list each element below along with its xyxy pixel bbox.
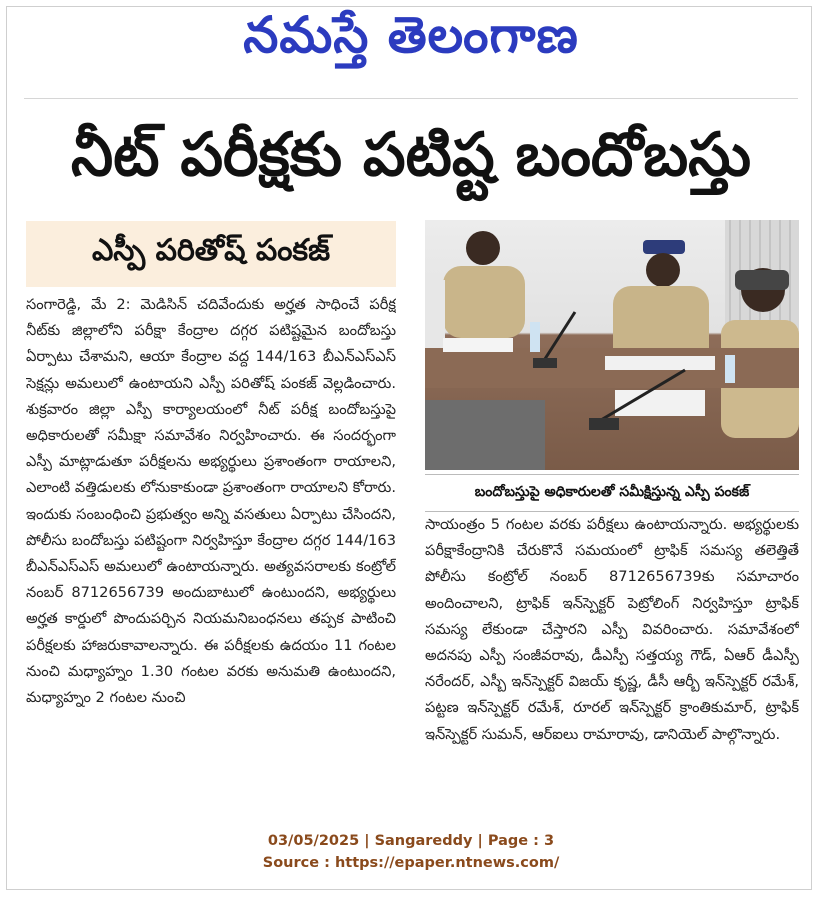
meeting-photo-illustration: [425, 220, 799, 470]
body-right-text: సాయంత్రం 5 గంటల వరకు పరీక్షలు ఉంటాయన్నారు. అభ్యర్థులకు పరీక్షాకేంద్రానికి చేరుకొనే సమయంలో ట్రాఫిక్ సమస్య తలెత్తితే పోలీసు కంట్రోల్ నంబర్ 8712656739కు సమాచారం అందించాలని, ట్రాఫిక్ ఇన్‌స్పెక్టర్ పెట్రోలింగ్ నిర్వహిస్తూ ట్రాఫిక్ సమస్య లేకుండా చేస్తారని ఎస్పీ వివరించారు. సమావేశంలో అదనపు ఎస్పీ సంజీవరావు, డీఎస్పీ సత్తయ్య గౌడ్, ఏఆర్ డీఎస్పీ నరేందర్, ఎస్బీ ఇన్‌స్పెక్టర్ విజయ్ కృష్ణ, డీసీ ఆర్బీ ఇన్‌స్పెక్టర్ రమేశ్, పట్టణ ఇన్‌స్పెక్టర్ రమేశ్, రూరల్ ఇన్‌స్పెక్టర్ క్రాంతికుమార్, ట్రాఫిక్ ఇన్‌స్పెక్టర్ సుమన్, ఆర్ఐలు రామారావు, డానియెల్ పాల్గొన్నారు.: [425, 516, 799, 743]
article-body-left-column: [26, 292, 396, 802]
article-subhead: [26, 221, 396, 287]
article-headline: [20, 112, 802, 212]
article-photo: [425, 220, 799, 470]
newspaper-masthead: [0, 4, 822, 78]
subhead-text: ఎస్పీ పరితోష్ పంకజ్: [91, 233, 331, 268]
masthead-divider: [24, 98, 798, 99]
headline-text: నీట్ పరీక్షకు పటిష్ట బందోబస్తు: [70, 120, 751, 190]
photo-caption-text: బందోబస్తుపై అధికారులతో సమీక్షిస్తున్న ఎస్పీ పంకజ్: [474, 483, 750, 500]
footer-edition-info: 03/05/2025 | Sangareddy | Page : 3: [267, 833, 555, 849]
body-left-text: సంగారెడ్డి, మే 2: మెడిసిన్ చదివేందుకు అర్హత సాధించే పరీక్ష నీట్‌కు జిల్లాలోని పరీక్షా కేంద్రాల దగ్గర పటిష్టమైన బందోబస్తు ఏర్పాటు చేశామని, ఆయా కేంద్రాల వద్ద 144/163 బీఎన్ఎస్ఎస్ సెక్షన్లు అమలులో ఉంటాయని ఎస్పీ పరితోష్ పంకజ్ వెల్లడించారు. శుక్రవారం జిల్లా ఎస్పీ కార్యాలయంలో నీట్ పరీక్ష బందోబస్తుపై అధికారులతో సమీక్షా సమావేశం నిర్వహించారు. ఈ సందర్భంగా ఎస్పీ మాట్లాడుతూ పరీక్షలను అభ్యర్థులు ప్రశాంతంగా రాయాలని, ఎలాంటి వత్తిడులకు లోనుకాకుండా ప్రశాంతంగా రాయాలని కోరారు. ఇందుకు సంబంధించి ప్రభుత్వం అన్ని వసతులు ఏర్పాటు చేసిందని, పోలీసు బందోబస్తు పటిష్టంగా నిర్వహిస్తూ కేంద్రాల దగ్గర 144/163 బీఎన్ఎస్ఎస్ అమలులో ఉంటాయన్నారు. అత్యవసరాలకు కంట్రోల్ నంబర్ 8712656739 అందుబాటులో ఉంటుందని, అభ్యర్థులు అర్హత కార్డులో పొందుపర్చిన నియమనిబంధనలు తప్పక పాటించి పరీక్షలకు హాజరుకావాలన్నారు. ఈ పరీక్షలకు ఉదయం 11 గంటల నుంచి మధ్యాహ్నం 1.30 గంటల వరకు అనుమతి ఉంటుందని, మధ్యాహ్నం 2 గంటల నుంచి: [26, 296, 396, 707]
footer-source: Source : https://epaper.ntnews.com/: [262, 855, 560, 871]
masthead-title: నమస్తే తెలంగాణ: [243, 5, 579, 64]
photo-caption: [425, 474, 799, 512]
page-footer: [0, 830, 822, 878]
article-body-right-column: [425, 512, 799, 812]
